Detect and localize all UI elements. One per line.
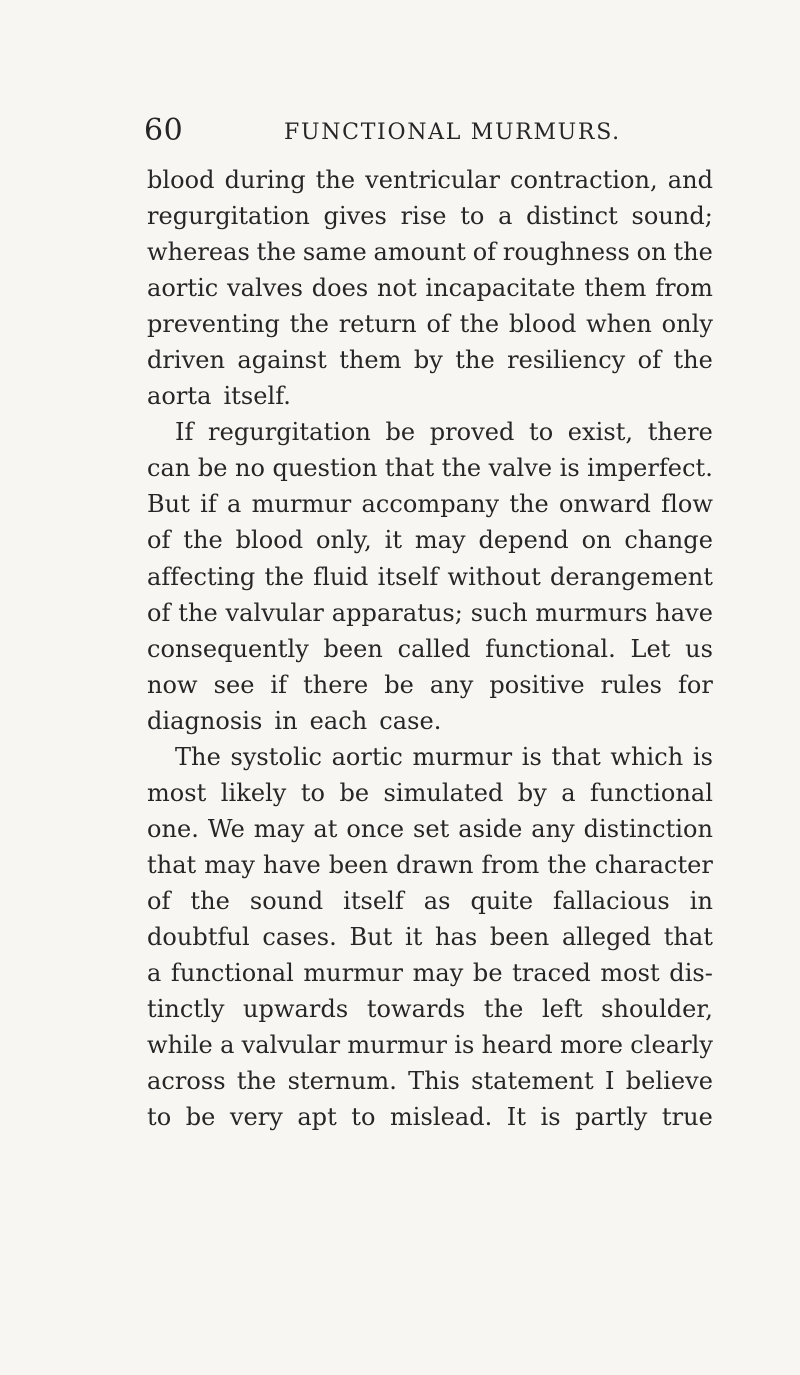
word: that: [147, 850, 197, 879]
word: a: [220, 1031, 235, 1060]
text-line: [147, 595, 713, 631]
word: clearly: [630, 1031, 713, 1060]
word: for: [677, 670, 713, 699]
word: traced: [512, 959, 591, 988]
text-line: [147, 631, 713, 667]
word: fluid: [313, 562, 369, 591]
word: character: [594, 850, 713, 879]
text-line: [147, 450, 713, 486]
word: the: [483, 995, 524, 1024]
word: driven: [147, 346, 226, 375]
word: most: [600, 959, 660, 988]
word: cases.: [262, 922, 337, 951]
word: itself: [343, 886, 404, 915]
word: to: [460, 202, 485, 231]
word: aorta: [147, 382, 212, 411]
word: Let: [630, 634, 671, 663]
word: itself.: [223, 382, 291, 411]
word: in: [274, 706, 298, 735]
word: does: [311, 274, 369, 303]
word: amount: [373, 238, 466, 267]
word: is: [559, 454, 580, 483]
word: each: [309, 706, 368, 735]
text-line: [147, 667, 713, 703]
word: fallacious: [553, 886, 670, 915]
word: the: [455, 346, 495, 375]
word: the: [315, 166, 356, 194]
word: valve: [488, 454, 553, 483]
word: dis-: [669, 959, 713, 988]
word: called: [397, 634, 471, 663]
word: is: [454, 1031, 475, 1060]
word: be: [197, 454, 228, 483]
word: of: [637, 346, 662, 375]
text-line: [147, 991, 713, 1027]
word: once: [346, 814, 405, 843]
word: imperfect.: [587, 454, 713, 483]
word: the: [673, 346, 713, 375]
text-line: [147, 919, 713, 955]
word: them: [584, 274, 647, 303]
word: If: [175, 418, 194, 447]
word: distinction: [583, 814, 713, 843]
word: by: [413, 346, 443, 375]
text-line: [147, 955, 713, 991]
word: very: [229, 1103, 283, 1132]
word: when: [586, 310, 652, 339]
word: that: [384, 454, 435, 483]
word: the: [178, 598, 218, 627]
word: preventing: [147, 310, 280, 339]
word: functional: [170, 959, 294, 988]
word: have: [263, 850, 321, 879]
text-line: [147, 198, 713, 234]
word: regurgitation: [208, 418, 371, 447]
word: incapacitate: [425, 274, 576, 303]
word: exist,: [567, 418, 634, 447]
word: the: [190, 886, 230, 915]
word: alleged: [561, 922, 652, 951]
word: the: [673, 238, 713, 267]
word: murmur: [412, 742, 513, 771]
word: change: [624, 526, 713, 555]
word: on: [581, 526, 612, 555]
word: now: [147, 670, 198, 699]
word: affecting: [147, 562, 256, 591]
word: a: [561, 778, 576, 807]
word: of: [147, 886, 171, 915]
word: have: [655, 598, 713, 627]
word: contraction,: [510, 166, 658, 194]
text-line: [147, 378, 713, 414]
text-line: [147, 739, 713, 775]
word: if: [200, 490, 217, 519]
word: us: [685, 634, 713, 663]
word: if: [270, 670, 288, 699]
word: is: [540, 1103, 561, 1132]
text-line: [147, 775, 713, 811]
word: valvular: [225, 598, 324, 627]
word: heard: [481, 1031, 553, 1060]
text-line: [147, 342, 713, 378]
word: not: [376, 274, 417, 303]
word: flow: [661, 490, 713, 519]
word: the: [264, 562, 304, 591]
word: to: [351, 1103, 376, 1132]
word: systolic: [230, 742, 322, 771]
text-line: [147, 522, 713, 558]
word: itself: [377, 562, 439, 591]
word: of: [472, 238, 497, 267]
word: positive: [489, 670, 585, 699]
word: from: [481, 850, 540, 879]
word: see: [213, 670, 255, 699]
text-line: [147, 1027, 713, 1063]
word: likely: [220, 778, 287, 807]
word: while: [147, 1031, 213, 1060]
word: the: [509, 490, 549, 519]
word: from: [655, 274, 713, 303]
text-line: [147, 270, 713, 306]
word: by: [517, 778, 547, 807]
word: apparatus;: [331, 598, 463, 627]
word: the: [459, 310, 500, 339]
word: may: [253, 814, 305, 843]
text-line: [147, 234, 713, 270]
word: most: [147, 778, 207, 807]
text-line: [147, 414, 713, 450]
word: of: [147, 526, 171, 555]
word: statement: [471, 1067, 594, 1096]
word: a: [227, 490, 242, 519]
word: as: [423, 886, 451, 915]
word: apt: [297, 1103, 337, 1132]
word: same: [302, 238, 367, 267]
word: on: [636, 238, 667, 267]
word: is: [521, 742, 542, 771]
word: shoulder,: [601, 995, 713, 1024]
word: functional: [589, 778, 713, 807]
word: depend: [478, 526, 569, 555]
word: sound;: [631, 202, 713, 231]
word: functional.: [485, 634, 616, 663]
word: I: [604, 1067, 615, 1096]
word: of: [147, 598, 171, 627]
word: across: [147, 1067, 226, 1096]
word: sound: [249, 886, 324, 915]
word: But: [349, 922, 393, 951]
word: that: [551, 742, 601, 771]
word: This: [408, 1067, 460, 1096]
word: any: [429, 670, 474, 699]
word: blood: [235, 526, 304, 555]
word: is: [692, 742, 713, 771]
word: rise: [400, 202, 447, 231]
word: can: [147, 454, 191, 483]
word: blood: [508, 310, 577, 339]
word: proved: [429, 418, 515, 447]
word: rules: [600, 670, 662, 699]
word: be: [472, 959, 503, 988]
word: be: [185, 1103, 216, 1132]
word: gives: [323, 202, 387, 231]
word: more: [559, 1031, 624, 1060]
word: the: [236, 1067, 277, 1096]
text-line: [147, 1099, 713, 1135]
word: derangement: [549, 562, 713, 591]
text-line: [147, 847, 713, 883]
word: But: [147, 490, 190, 519]
word: upwards: [243, 995, 349, 1024]
word: partly: [575, 1103, 648, 1132]
text-line: [147, 883, 713, 919]
word: aside: [458, 814, 523, 843]
word: valves: [227, 274, 303, 303]
word: may: [204, 850, 256, 879]
word: valvular: [241, 1031, 341, 1060]
word: mislead.: [389, 1103, 493, 1132]
word: believe: [625, 1067, 713, 1096]
word: to: [529, 418, 554, 447]
word: during: [224, 166, 306, 194]
word: to: [300, 778, 326, 807]
word: murmur: [303, 959, 404, 988]
word: We: [207, 814, 245, 843]
word: be: [339, 778, 370, 807]
word: be: [385, 418, 416, 447]
word: without: [447, 562, 541, 591]
text-line: [147, 1063, 713, 1099]
word: to: [147, 1103, 172, 1132]
text-line: [147, 559, 713, 595]
word: been: [323, 634, 383, 663]
text-line: [147, 811, 713, 847]
word: aortic: [147, 274, 219, 303]
word: in: [689, 886, 713, 915]
word: simulated: [383, 778, 504, 807]
word: such: [470, 598, 528, 627]
word: and: [667, 166, 713, 194]
word: a: [147, 959, 162, 988]
word: diagnosis: [147, 706, 263, 735]
page-number: 60: [144, 113, 184, 148]
word: set: [413, 814, 450, 843]
word: left: [541, 995, 583, 1024]
word: accompany: [361, 490, 500, 519]
word: which: [610, 742, 684, 771]
word: that: [663, 922, 713, 951]
word: has: [435, 922, 478, 951]
word: murmur: [347, 1031, 448, 1060]
word: quite: [470, 886, 534, 915]
word: against: [237, 346, 327, 375]
text-line: [147, 162, 713, 198]
word: blood: [147, 166, 215, 194]
word: question: [272, 454, 378, 483]
word: be: [384, 670, 414, 699]
word: drawn: [396, 850, 474, 879]
word: them: [339, 346, 402, 375]
word: tinctly: [147, 995, 225, 1024]
word: sternum.: [287, 1067, 397, 1096]
text-line: [147, 486, 713, 522]
word: the: [256, 238, 297, 267]
word: towards: [366, 995, 466, 1024]
word: resiliency: [507, 346, 626, 375]
word: murmur: [251, 490, 352, 519]
running-head: [144, 113, 709, 156]
word: ventricular: [365, 166, 501, 194]
word: The: [175, 742, 221, 771]
word: true: [661, 1103, 713, 1132]
word: distinct: [526, 202, 618, 231]
word: doubtful: [147, 922, 250, 951]
word: regurgitation: [147, 202, 310, 231]
word: may: [412, 959, 464, 988]
word: case.: [379, 706, 442, 735]
word: any: [531, 814, 575, 843]
word: at: [313, 814, 338, 843]
word: only: [661, 310, 713, 339]
word: may: [414, 526, 466, 555]
word: the: [183, 526, 223, 555]
text-line: [147, 703, 713, 739]
word: a: [498, 202, 513, 231]
word: it: [384, 526, 403, 555]
word: of: [426, 310, 450, 339]
word: the: [547, 850, 587, 879]
word: there: [303, 670, 369, 699]
text-line: [147, 306, 713, 342]
word: onward: [559, 490, 651, 519]
word: only,: [315, 526, 372, 555]
word: one.: [147, 814, 199, 843]
word: the: [441, 454, 482, 483]
body-text: [147, 162, 713, 1135]
word: It: [506, 1103, 527, 1132]
word: aortic: [331, 742, 403, 771]
word: it: [404, 922, 423, 951]
word: been: [328, 850, 389, 879]
word: been: [489, 922, 550, 951]
word: whereas: [147, 238, 250, 267]
word: consequently: [147, 634, 309, 663]
running-title: FUNCTIONAL MURMURS.: [284, 120, 621, 145]
word: the: [289, 310, 330, 339]
word: roughness: [502, 238, 630, 267]
word: there: [647, 418, 713, 447]
word: return: [338, 310, 417, 339]
word: murmurs: [535, 598, 648, 627]
word: no: [234, 454, 265, 483]
